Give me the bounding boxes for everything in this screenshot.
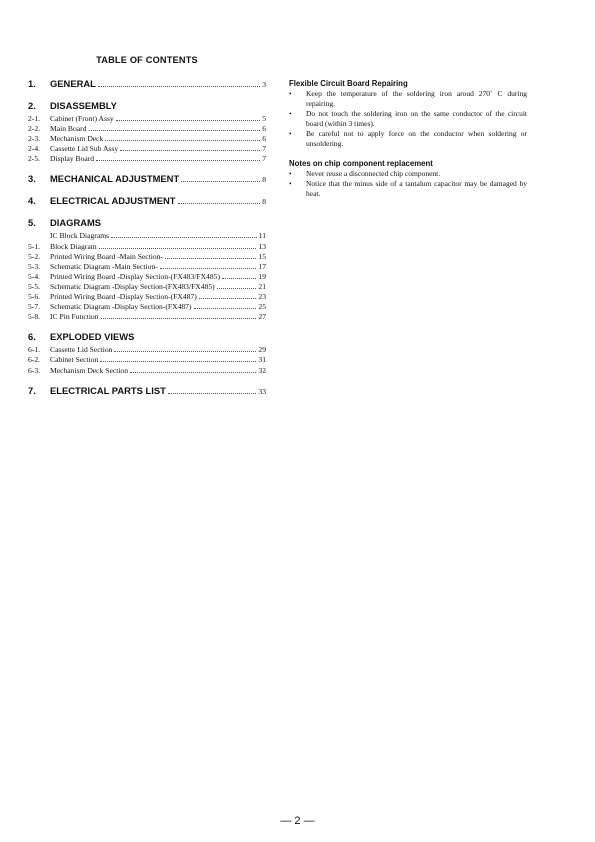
toc-page-number: 15 [258, 251, 266, 261]
dot-leader [96, 160, 260, 161]
dot-leader [199, 298, 257, 299]
toc-entry-title: Schematic Diagram -Main Section- [50, 261, 158, 271]
dot-leader [160, 268, 257, 269]
toc-section-title: ELECTRICAL ADJUSTMENT [50, 195, 176, 207]
toc-entry [28, 272, 266, 282]
toc-entry [28, 154, 266, 164]
note-item [289, 129, 527, 149]
dot-leader [99, 248, 257, 249]
toc-entry-title: Cabinet Section [50, 355, 99, 365]
toc-entry-number: 5-1. [28, 241, 41, 251]
toc-entry [28, 242, 266, 252]
toc-entry [28, 312, 266, 322]
toc-page-number: 8 [262, 197, 266, 207]
dot-leader [100, 361, 256, 362]
toc-section-title: GENERAL [50, 78, 96, 89]
toc-section-row [28, 173, 266, 186]
toc-section-number: 1. [28, 78, 36, 89]
toc-entry-title: Printed Wiring Board -Display Section-(FX483/FX485) [50, 271, 220, 281]
table-of-contents [28, 78, 266, 407]
toc-entry [28, 262, 266, 272]
toc-page-number: 33 [258, 386, 266, 396]
toc-section-number: 4. [28, 195, 36, 207]
dot-leader [181, 181, 260, 182]
dot-leader [168, 393, 257, 394]
toc-entry-title: Display Board [50, 154, 95, 164]
toc-entry-number: 2-4. [28, 144, 41, 154]
toc-section [28, 173, 266, 186]
toc-page-number: 11 [258, 231, 266, 241]
toc-entry-number: 6-2. [28, 355, 41, 365]
toc-section [28, 331, 266, 375]
toc-entry [28, 292, 266, 302]
toc-section-title: DIAGRAMS [50, 217, 102, 229]
toc-section-row [28, 195, 266, 208]
bullet-icon: • [289, 129, 292, 138]
dot-leader [105, 140, 260, 141]
toc-entry [28, 134, 266, 144]
toc-section-row [28, 331, 266, 344]
toc-entry [28, 345, 266, 355]
toc-entry-number: 5-6. [28, 292, 41, 302]
toc-entry-number: 6-3. [28, 365, 41, 375]
dot-leader [217, 288, 257, 289]
note-list [289, 89, 527, 149]
toc-section-number: 6. [28, 331, 36, 343]
toc-page-number: 6 [262, 134, 266, 144]
toc-page-number: 7 [262, 144, 266, 154]
toc-entry-title: Mechanism Deck Section [50, 365, 129, 375]
toc-section-number: 5. [28, 217, 36, 229]
note-item [289, 89, 527, 109]
toc-entry [28, 144, 266, 154]
toc-section [28, 195, 266, 208]
note-item [289, 169, 527, 179]
toc-section-title: DISASSEMBLY [50, 100, 117, 111]
toc-entry-title: Block Diagram [50, 241, 97, 251]
toc-page-number: 19 [258, 271, 266, 281]
toc-entry [28, 282, 266, 292]
toc-entry [28, 231, 266, 241]
toc-entry-number: 2-1. [28, 114, 41, 123]
note-text: Be careful not to apply force on the conductor when soldering or unsoldering. [306, 129, 527, 148]
toc-entry [28, 114, 266, 124]
toc-entry-title: Schematic Diagram -Display Section-(FX487) [50, 302, 192, 312]
toc-section [28, 385, 266, 398]
toc-entry-number: 2-5. [28, 154, 41, 164]
toc-entry [28, 302, 266, 312]
toc-entry-title: IC Pin Function [50, 312, 99, 322]
toc-page-number: 3 [262, 80, 266, 89]
toc-section-row [28, 385, 266, 398]
note-item [289, 109, 527, 129]
toc-page-number: 5 [262, 114, 266, 123]
toc-section-title: EXPLODED VIEWS [50, 331, 135, 343]
toc-page-number: 7 [262, 154, 266, 164]
toc-entry-number: 5-4. [28, 271, 41, 281]
toc-entry-title: Cassette Lid Sub Assy [50, 144, 119, 154]
toc-page-number: 29 [258, 345, 266, 355]
toc-entry [28, 252, 266, 262]
toc-entry-title: Mechanism Deck [50, 134, 104, 144]
toc-entry-number: 5-5. [28, 281, 41, 291]
toc-title: TABLE OF CONTENTS [96, 55, 198, 65]
toc-section [28, 100, 266, 164]
dot-leader [98, 86, 260, 87]
toc-entry-number: 2-3. [28, 134, 41, 144]
toc-section [28, 78, 266, 91]
dot-leader [130, 372, 256, 373]
note-list [289, 169, 527, 199]
toc-page-number: 13 [258, 241, 266, 251]
bullet-icon: • [289, 109, 292, 118]
note-text: Never reuse a disconnected chip component. [306, 169, 441, 178]
toc-entry [28, 124, 266, 134]
dot-leader [120, 150, 260, 151]
toc-section [28, 217, 266, 322]
bullet-icon: • [289, 89, 292, 98]
note-heading: Flexible Circuit Board Repairing [289, 79, 408, 88]
dot-leader [111, 237, 257, 238]
toc-entry-number: 6-1. [28, 345, 41, 355]
toc-section-number: 3. [28, 173, 36, 185]
toc-section-number: 2. [28, 100, 36, 111]
note-text: Do not touch the soldering iron on the same conductor of the circuit board (within 3 times). [306, 109, 527, 128]
toc-page-number: 6 [262, 124, 266, 134]
dot-leader [116, 120, 261, 121]
toc-page-number: 25 [258, 302, 266, 312]
toc-entry [28, 355, 266, 365]
toc-entry-number: 5-3. [28, 261, 41, 271]
toc-entry-number: 5-7. [28, 302, 41, 312]
toc-entry-title: Printed Wiring Board -Main Section- [50, 251, 164, 261]
toc-page-number: 27 [258, 312, 266, 322]
toc-page-number: 23 [258, 292, 266, 302]
dot-leader [178, 203, 261, 204]
toc-section-row [28, 100, 266, 113]
toc-entry-title: IC Block Diagrams [50, 231, 110, 241]
note-item [289, 179, 527, 199]
toc-section-title: ELECTRICAL PARTS LIST [50, 384, 166, 396]
toc-page-number: 17 [258, 261, 266, 271]
note-text: Notice that the minus side of a tantalum capacitor may be damaged by heat. [306, 179, 527, 198]
toc-section-row [28, 217, 266, 230]
dot-leader [222, 278, 256, 279]
toc-page-number: 21 [258, 281, 266, 291]
toc-page-number: 31 [258, 355, 266, 365]
toc-entry-title: Cassette Lid Section [50, 345, 113, 355]
bullet-icon: • [289, 169, 292, 178]
toc-page-number: 32 [258, 365, 266, 375]
dot-leader [101, 318, 257, 319]
toc-entry-title: Schematic Diagram -Display Section-(FX483/FX485) [50, 281, 215, 291]
bullet-icon: • [289, 179, 292, 188]
toc-entry [28, 366, 266, 376]
page-number: — 2 — [280, 815, 315, 827]
toc-entry-number: 5-8. [28, 312, 41, 322]
dot-leader [194, 308, 257, 309]
toc-entry-title: Main Board [50, 124, 87, 134]
dot-leader [165, 258, 256, 259]
service-notes [289, 78, 527, 208]
dot-leader [89, 130, 261, 131]
toc-section-number: 7. [28, 384, 36, 396]
toc-page-number: 8 [262, 175, 266, 185]
toc-entry-title: Printed Wiring Board -Display Section-(FX487) [50, 292, 197, 302]
note-text: Keep the temperature of the soldering iron aroud 270˚ C during repairing. [306, 89, 527, 108]
toc-entry-number: 2-2. [28, 124, 41, 134]
toc-entry-title: Cabinet (Front) Assy [50, 114, 114, 123]
toc-section-title: MECHANICAL ADJUSTMENT [50, 173, 180, 185]
dot-leader [114, 351, 256, 352]
note-heading: Notes on chip component replacement [289, 159, 433, 168]
toc-entry-number: 5-2. [28, 251, 41, 261]
toc-section-row [28, 78, 266, 91]
